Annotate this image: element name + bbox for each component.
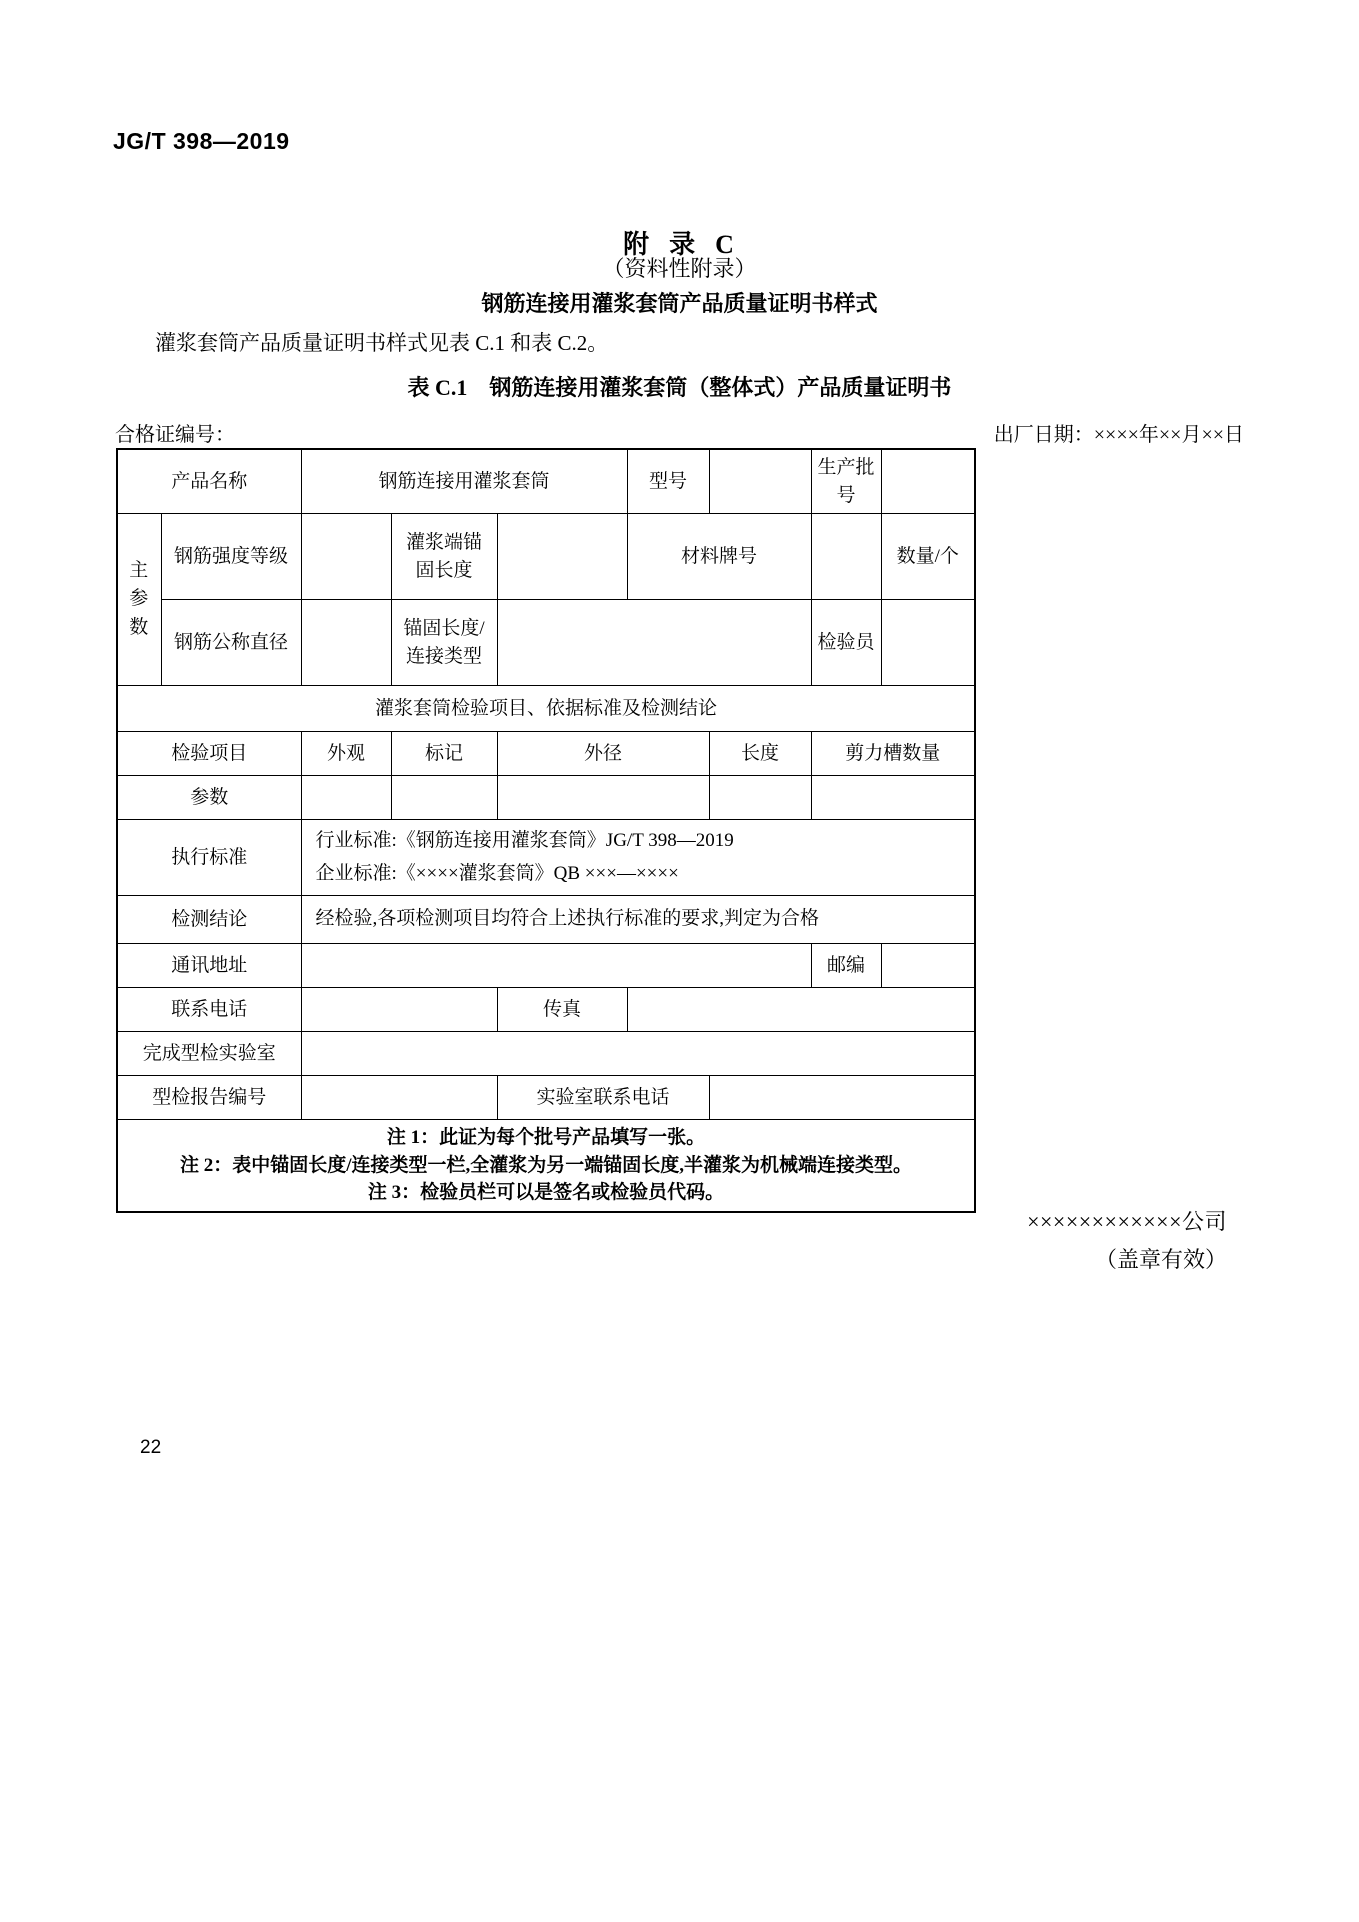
certificate-meta-row [115,418,1244,447]
cell-inspection-param-value-2[interactable] [497,776,709,820]
cell-inspection-outer-diameter-header: 外径 [497,732,709,776]
table-row [117,449,975,514]
cell-address-value[interactable] [301,944,811,988]
main-param-char-0: 主 [129,559,150,581]
table-row [117,896,975,944]
cell-notes [117,1120,975,1212]
table-row [117,1032,975,1076]
cell-address-label: 通讯地址 [117,944,301,988]
note-3: 注 3：检验员栏可以是签名或检验员代码。 [367,1182,725,1204]
cell-grout-anchor-length-value[interactable] [497,514,627,600]
cell-main-params-label [117,514,161,686]
table-row [117,732,975,776]
table-caption: 表 C.1 钢筋连接用灌浆套筒（整体式）产品质量证明书 [407,375,952,400]
certificate-table [116,448,976,1213]
cell-phone-label: 联系电话 [117,988,301,1032]
cell-report-no-value[interactable] [301,1076,497,1120]
cell-material-grade-label: 材料牌号 [627,514,811,600]
cell-inspection-shear-groove-header: 剪力槽数量 [811,732,975,776]
cell-steel-grade-label: 钢筋强度等级 [161,514,301,600]
main-param-char-1: 参 [129,588,150,610]
cell-grout-anchor-length-label [391,514,497,600]
cell-product-name-value[interactable]: 钢筋连接用灌浆套筒 [301,449,627,514]
table-row [117,944,975,988]
cell-lab-phone-value[interactable] [709,1076,975,1120]
factory-date-label: 出厂日期：××××年××月××日 [993,424,1244,446]
cell-quantity-label: 数量/个 [881,514,975,600]
cell-model-value[interactable] [709,449,811,514]
cell-inspection-appearance-header: 外观 [301,732,391,776]
grout-anchor-line1: 灌浆端锚 [406,532,483,554]
main-param-char-2: 数 [129,616,150,638]
signature-seal-note: （盖章有效） [1094,1247,1227,1272]
cell-fax-value[interactable] [627,988,975,1032]
cell-conclusion-label: 检测结论 [117,896,301,944]
annex-heading: 钢筋连接用灌浆套筒产品质量证明书样式 [481,291,878,316]
cell-anchor-length-type-value[interactable] [497,600,811,686]
cell-nominal-diameter-value[interactable] [301,600,391,686]
annex-subtitle: （资料性附录） [602,256,757,281]
cell-standard-value [301,820,975,896]
table-row [117,820,975,896]
cell-conclusion-value: 经检验,各项检测项目均符合上述执行标准的要求,判定为合格 [301,896,975,944]
cell-report-no-label: 型检报告编号 [117,1076,301,1120]
table-row [117,1076,975,1120]
intro-paragraph: 灌浆套筒产品质量证明书样式见表 C.1 和表 C.2。 [155,331,609,355]
note-1: 注 1：此证为每个批号产品填写一张。 [386,1127,706,1149]
annex-title-letter: C [715,230,736,259]
cell-nominal-diameter-label: 钢筋公称直径 [161,600,301,686]
signature-company: ××××××××××××公司 [1027,1209,1227,1234]
table-row [117,776,975,820]
cell-standard-label: 执行标准 [117,820,301,896]
cell-postcode-label: 邮编 [811,944,881,988]
table-row [117,514,975,600]
cell-fax-label: 传真 [497,988,627,1032]
page-number: 22 [140,1437,162,1458]
cell-steel-grade-value[interactable] [301,514,391,600]
anchor-type-line1: 锚固长度/ [403,618,485,640]
cell-phone-value[interactable] [301,988,497,1032]
cell-batch-label: 生产批号 [811,449,881,514]
cell-inspection-param-value-1[interactable] [391,776,497,820]
cell-lab-phone-label: 实验室联系电话 [497,1076,709,1120]
cell-inspection-param-value-0[interactable] [301,776,391,820]
cell-inspection-item-header: 检验项目 [117,732,301,776]
cell-section-title: 灌浆套筒检验项目、依据标准及检测结论 [117,686,975,732]
cell-model-label: 型号 [627,449,709,514]
anchor-type-line2: 连接类型 [406,645,483,667]
running-header: JG/T 398—2019 [113,128,290,154]
table-row [117,1120,975,1212]
cell-inspection-mark-header: 标记 [391,732,497,776]
cell-product-name-label: 产品名称 [117,449,301,514]
grout-anchor-line2: 固长度 [415,559,473,581]
table-row [117,686,975,732]
cell-lab-label: 完成型检实验室 [117,1032,301,1076]
note-2: 注 2：表中锚固长度/连接类型一栏,全灌浆为另一端锚固长度,半灌浆为机械端连接类型。 [180,1154,913,1176]
standard-line-2: 企业标准:《××××灌浆套筒》QB ×××—×××× [315,862,679,884]
cell-inspection-length-header: 长度 [709,732,811,776]
cell-postcode-value[interactable] [881,944,975,988]
table-row [117,988,975,1032]
annex-title-char-1: 附 [623,230,652,259]
cell-inspection-param-label: 参数 [117,776,301,820]
table-row [117,600,975,686]
standard-line-1: 行业标准:《钢筋连接用灌浆套筒》JG/T 398—2019 [315,830,734,852]
cell-material-grade-value[interactable] [811,514,881,600]
cell-inspector-value[interactable] [881,600,975,686]
cert-number-label: 合格证编号： [115,424,235,446]
cell-lab-value[interactable] [301,1032,975,1076]
cell-inspection-param-value-4[interactable] [811,776,975,820]
cell-inspection-param-value-3[interactable] [709,776,811,820]
cell-anchor-length-type-label [391,600,497,686]
cell-batch-value[interactable] [881,449,975,514]
cell-inspector-label: 检验员 [811,600,881,686]
annex-title-char-2: 录 [669,230,698,259]
